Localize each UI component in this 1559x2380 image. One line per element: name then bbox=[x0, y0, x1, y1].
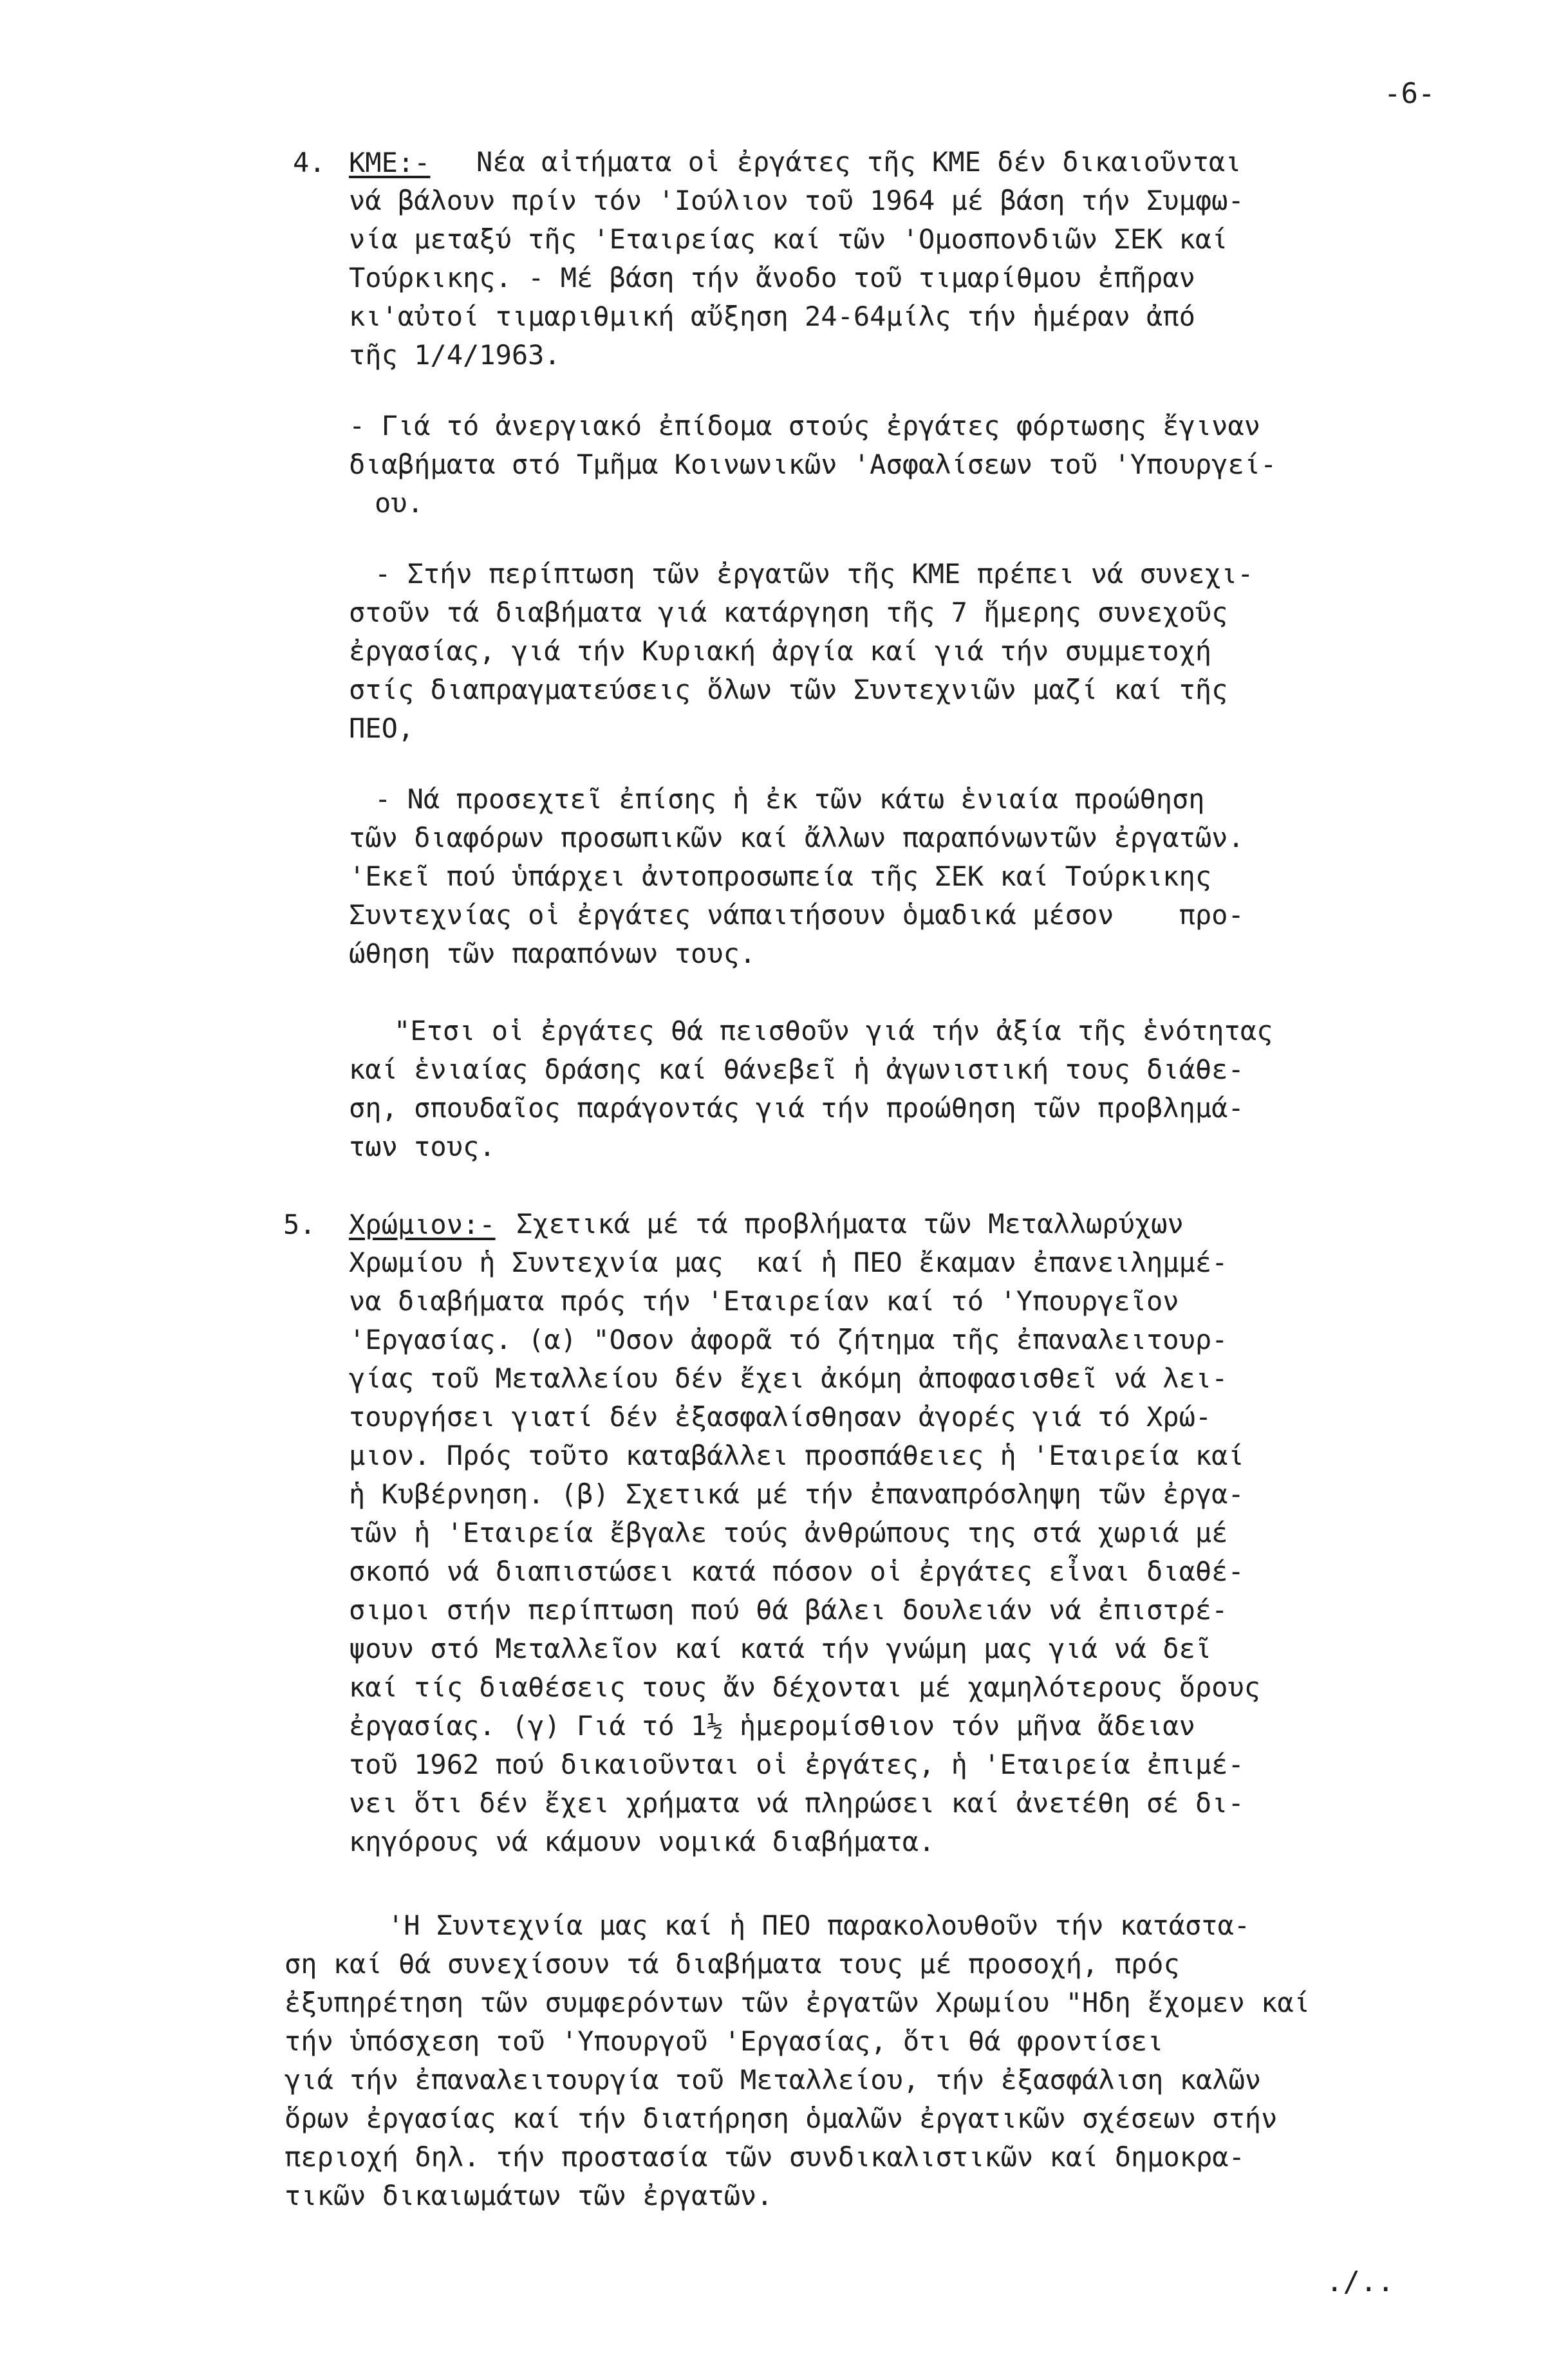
section-5-para1-line-11: σιμοι στήν περίπτωση πού θά βάλει δουλειάν νά ἐπιστρέ- bbox=[349, 1594, 1228, 1626]
section-4-para5-line-4: των τους. bbox=[349, 1131, 496, 1162]
section-4-para1-line-2: νά βάλουν πρίν τόν 'Ιούλιον τοῦ 1964 μέ βάση τήν Συμφω- bbox=[349, 185, 1244, 216]
section-4-para4-line-2: τῶν διαφόρων προσωπικῶν καί ἄλλων παραπόνωντῶν ἐργατῶν. bbox=[349, 822, 1244, 853]
section-5-para1-line-14: ἐργασίας. (γ) Γιά τό 1½ ἡμερομίσθιον τόν μῆνα ἄδειαν bbox=[349, 1710, 1195, 1742]
section-5-para2-line-4: τήν ὑπόσχεση τοῦ 'Υπουργοῦ 'Εργασίας, ὅτι θά φροντίσει bbox=[285, 2025, 1164, 2057]
section-5-para2-line-6: ὅρων ἐργασίας καί τήν διατήρηση ὁμαλῶν ἐργατικῶν σχέσεων στήν bbox=[285, 2103, 1278, 2134]
section-5-number: 5. bbox=[283, 1209, 316, 1240]
section-5-para1-line-13: καί τίς διαθέσεις τους ἄν δέχονται μέ χαμηλότερους ὅρους bbox=[349, 1671, 1261, 1703]
section-5-para2-line-5: γιά τήν ἐπαναλειτουργία τοῦ Μεταλλείου, τήν ἐξασφάλιση καλῶν bbox=[285, 2064, 1262, 2096]
section-5-para2-line-3: ἐξυπηρέτηση τῶν συμφερόντων τῶν ἐργατῶν Χρωμίου "Ηδη ἔχομεν καί bbox=[285, 1987, 1311, 2018]
section-4-para3-line-1: - Στήν περίπτωση τῶν ἐργατῶν τῆς ΚΜΕ πρέπει νά συνεχι- bbox=[375, 558, 1254, 590]
section-5-para1-line-4: 'Εργασίας. (α) "Οσον ἀφορᾶ τό ζήτημα τῆς ἐπαναλειτουρ- bbox=[349, 1324, 1228, 1355]
section-5-para1-line-10: σκοπό νά διαπιστώσει κατά πόσον οἱ ἐργάτες εἶναι διαθέ- bbox=[349, 1556, 1244, 1587]
section-4-para5-line-2: καί ἑνιαίας δράσης καί θάνεβεῖ ἡ ἀγωνιστική τους διάθε- bbox=[349, 1054, 1244, 1085]
section-5-para1-line-1: Σχετικά μέ τά προβλήματα τῶν Μεταλλωρύχων bbox=[516, 1208, 1184, 1240]
section-4-para3-line-5: ΠΕΟ, bbox=[349, 712, 415, 744]
section-5-para1-line-7: μιον. Πρός τοῦτο καταβάλλει προσπάθειες ἡ 'Εταιρεία καί bbox=[349, 1440, 1244, 1471]
section-5-para2-line-2: ση καί θά συνεχίσουν τά διαβήματα τους μέ προσοχή, πρός bbox=[285, 1948, 1180, 1980]
section-4-para4-line-5: ώθηση τῶν παραπόνων τους. bbox=[349, 938, 756, 969]
section-4-para5-line-1: "Ετσι οἱ ἐργάτες θά πεισθοῦν γιά τήν ἀξία τῆς ἑνότητας bbox=[394, 1015, 1273, 1046]
section-5-para1-line-5: γίας τοῦ Μεταλλείου δέν ἔχει ἀκόμη ἀποφασισθεῖ νά λει- bbox=[349, 1362, 1228, 1394]
continuation-mark: ./.. bbox=[1326, 2265, 1394, 2298]
section-4-para4-line-3: 'Εκεῖ πού ὑπάρχει ἀντοπροσωπεία τῆς ΣΕΚ καί Τούρκικης bbox=[349, 860, 1212, 892]
page-number: -6- bbox=[1384, 77, 1435, 110]
section-5-para2-line-7: περιοχή δηλ. τήν προστασία τῶν συνδικαλιστικῶν καί δημοκρα- bbox=[285, 2141, 1245, 2173]
section-5-para2-line-8: τικῶν δικαιωμάτων τῶν ἐργατῶν. bbox=[285, 2180, 773, 2211]
section-5-para1-line-8: ἡ Κυβέρνηση. (β) Σχετικά μέ τήν ἐπαναπρόσληψη τῶν ἐργα- bbox=[349, 1478, 1244, 1510]
section-5-para1-line-17: κηγόρους νά κάμουν νομικά διαβήματα. bbox=[349, 1826, 935, 1857]
section-4-para2-line-3: ου. bbox=[375, 487, 424, 519]
section-4-para4-line-4: Συντεχνίας οἱ ἐργάτες νάπαιτήσουν ὁμαδικά μέσον προ- bbox=[349, 899, 1244, 931]
section-5-para1-line-16: νει ὅτι δέν ἔχει χρήματα νά πληρώσει καί ἀνετέθη σέ δι- bbox=[349, 1787, 1244, 1819]
section-5-para2-line-1: 'Η Συντεχνία μας καί ἡ ΠΕΟ παρακολουθοῦν τήν κατάστα- bbox=[387, 1910, 1251, 1941]
section-5-para1-line-9: τῶν ἡ 'Εταιρεία ἔβγαλε τούς ἀνθρώπους της στά χωριά μέ bbox=[349, 1517, 1228, 1548]
section-4-number: 4. bbox=[293, 147, 326, 178]
section-4-para3-line-2: στοῦν τά διαβήματα γιά κατάργηση τῆς 7 ἥμερης συνεχοῦς bbox=[349, 597, 1228, 628]
section-4-para2-line-2: διαβήματα στό Τμῆμα Κοινωνικῶν 'Ασφαλίσεων τοῦ 'Υπουργεί- bbox=[349, 449, 1277, 480]
section-4-para1-line-6: τῆς 1/4/1963. bbox=[349, 339, 561, 371]
section-4-para4-line-1: - Νά προσεχτεῖ ἐπίσης ἡ ἐκ τῶν κάτω ἑνιαία προώθηση bbox=[375, 783, 1205, 815]
section-5-para1-line-2: Χρωμίου ἡ Συντεχνία μας καί ἡ ΠΕΟ ἔκαμαν ἐπανειλημμέ- bbox=[349, 1247, 1228, 1278]
section-4-para1-line-5: κι'αὐτοί τιμαριθμική αὔξηση 24-64μίλς τήν ἡμέραν ἀπό bbox=[349, 301, 1195, 332]
section-4-para1-line-3: νία μεταξύ τῆς 'Εταιρείας καί τῶν 'Ομοσπονδιῶν ΣΕΚ καί bbox=[349, 223, 1228, 255]
section-5-para1-line-6: τουργήσει γιατί δέν ἐξασφαλίσθησαν ἀγορές γιά τό Χρώ- bbox=[349, 1401, 1212, 1433]
section-4-para5-line-3: ση, σπουδαῖος παράγοντάς γιά τήν προώθηση τῶν προβλημά- bbox=[349, 1092, 1244, 1124]
section-4-para3-line-4: στίς διαπραγματεύσεις ὅλων τῶν Συντεχνιῶν μαζί καί τῆς bbox=[349, 674, 1228, 705]
section-4-para2-line-1: - Γιά τό ἀνεργιακό ἐπίδομα στούς ἐργάτες φόρτωσης ἔγιναν bbox=[349, 410, 1261, 442]
section-5-para1-line-3: να διαβήματα πρός τήν 'Εταιρείαν καί τό 'Υπουργεῖον bbox=[349, 1285, 1179, 1317]
section-4-para3-line-3: ἐργασίας, γιά τήν Κυριακή ἀργία καί γιά τήν συμμετοχή bbox=[349, 635, 1212, 667]
section-4-heading: ΚΜΕ:- bbox=[349, 147, 431, 178]
section-4-para1-line-1: Νέα αἰτήματα οἱ ἐργάτες τῆς ΚΜΕ δέν δικαιοῦνται bbox=[476, 146, 1242, 178]
section-5-heading: Χρώμιον:- bbox=[349, 1209, 496, 1240]
section-5-para1-line-12: ψουν στό Μεταλλεῖον καί κατά τήν γνώμη μας γιά νά δεῖ bbox=[349, 1633, 1212, 1664]
section-5-para1-line-15: τοῦ 1962 πού δικαιοῦνται οἱ ἐργάτες, ἡ 'Εταιρεία ἐπιμέ- bbox=[349, 1749, 1244, 1780]
section-4-para1-line-4: Τούρκικης. - Μέ βάση τήν ἄνοδο τοῦ τιμαρίθμου ἐπῆραν bbox=[349, 262, 1195, 293]
